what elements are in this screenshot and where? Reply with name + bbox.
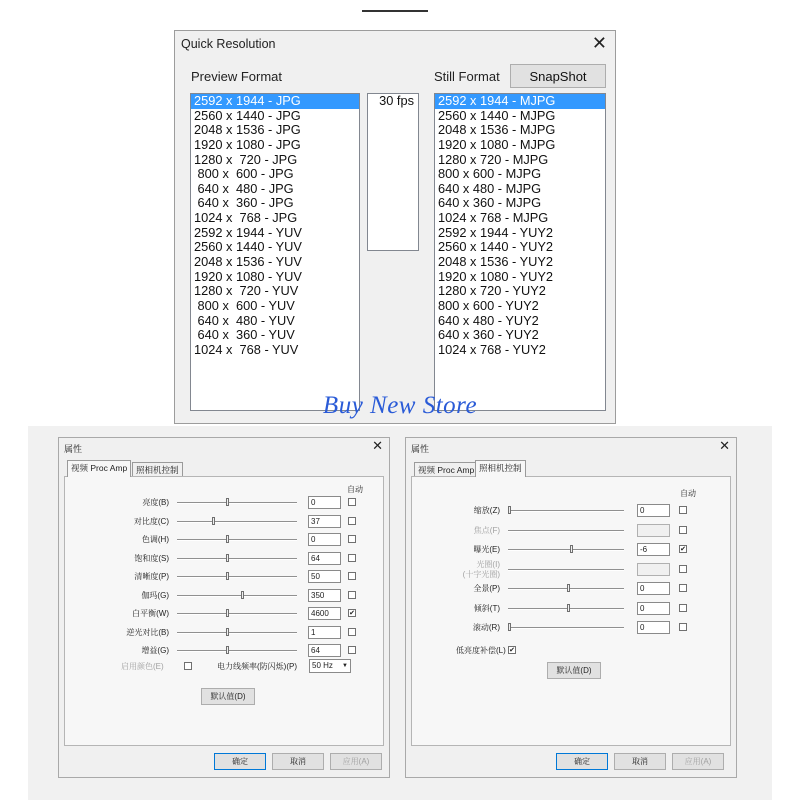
preview-format-item[interactable]: 2048 x 1536 - JPG [194, 122, 301, 138]
preview-format-item[interactable]: 2592 x 1944 - JPG [191, 94, 359, 109]
fps-list[interactable] [367, 93, 419, 251]
setting-label: 对比度(C) [133, 516, 169, 526]
still-format-item[interactable]: 2592 x 1944 - YUY2 [438, 224, 554, 240]
setting-label: 伽玛(G) [141, 590, 169, 600]
still-format-item[interactable]: 2592 x 1944 - MJPG [435, 94, 605, 109]
camera-control-dialog [405, 437, 737, 778]
value-field[interactable]: 64 [308, 552, 341, 565]
slider-thumb[interactable] [226, 646, 229, 654]
auto-checkbox[interactable] [679, 604, 687, 612]
still-format-item[interactable]: 2048 x 1536 - YUY2 [438, 254, 554, 270]
auto-checkbox[interactable] [348, 554, 356, 562]
value-field[interactable]: 0 [637, 621, 670, 634]
powerline-value: 50 Hz [312, 661, 333, 670]
slider-track[interactable] [508, 569, 624, 571]
still-format-item[interactable]: 2560 x 1440 - MJPG [438, 107, 556, 123]
setting-label: 曝光(E) [473, 545, 500, 554]
setting-label: 清晰度(P) [134, 572, 169, 581]
preview-format-label: Preview Format [191, 69, 283, 84]
color-enable-checkbox[interactable] [184, 662, 192, 670]
auto-checkbox[interactable] [348, 535, 356, 543]
still-format-item[interactable]: 800 x 600 - MJPG [438, 166, 542, 182]
still-format-item[interactable]: 1920 x 1080 - YUY2 [438, 268, 554, 284]
ok-button[interactable]: 确定 [214, 753, 266, 770]
preview-format-item[interactable]: 2592 x 1944 - YUV [194, 224, 302, 240]
preview-format-item[interactable]: 640 x 480 - JPG [194, 180, 294, 196]
auto-checkbox[interactable] [348, 591, 356, 599]
tab-proc-amp[interactable]: 视频 Proc Amp [67, 460, 131, 477]
value-field[interactable]: 4600 [308, 607, 341, 620]
auto-header: 自动 [347, 485, 363, 494]
cancel-button[interactable]: 取消 [272, 753, 324, 770]
auto-checkbox[interactable] [348, 517, 356, 525]
still-format-item[interactable]: 1920 x 1080 - MJPG [438, 136, 556, 152]
slider-thumb[interactable] [508, 506, 511, 514]
still-format-item[interactable]: 640 x 480 - MJPG [438, 180, 542, 196]
tab-panel [64, 476, 384, 746]
top-divider [362, 10, 428, 12]
close-icon[interactable]: ✕ [591, 33, 607, 53]
slider-thumb[interactable] [226, 628, 229, 636]
preview-format-item[interactable]: 2560 x 1440 - JPG [194, 107, 301, 123]
setting-label: 滚动(R) [472, 623, 500, 632]
tab-panel [411, 476, 731, 746]
setting-label: 增益(G) [141, 646, 169, 655]
slider-thumb[interactable] [226, 535, 229, 543]
auto-checkbox[interactable] [679, 584, 687, 592]
slider-track[interactable] [508, 549, 624, 551]
value-field[interactable]: 1 [308, 626, 341, 639]
slider-thumb[interactable] [570, 545, 573, 553]
preview-format-item[interactable]: 1280 x 720 - JPG [194, 151, 298, 167]
auto-header: 自动 [680, 489, 696, 498]
tab-camera-control[interactable]: 照相机控制 [132, 462, 183, 476]
auto-checkbox[interactable] [348, 498, 356, 506]
value-field[interactable]: 0 [308, 533, 341, 546]
chevron-down-icon: ▼ [342, 663, 348, 669]
preview-format-item[interactable]: 800 x 600 - JPG [194, 166, 294, 182]
value-field[interactable]: 37 [308, 515, 341, 528]
value-field[interactable]: 0 [637, 602, 670, 615]
value-field[interactable]: 0 [637, 504, 670, 517]
slider-thumb[interactable] [226, 498, 229, 506]
preview-format-item[interactable]: 2560 x 1440 - YUV [194, 239, 302, 255]
tab-proc-amp[interactable]: 视频 Proc Amp [414, 462, 478, 476]
powerline-select[interactable] [309, 659, 351, 673]
slider-track[interactable] [177, 595, 297, 597]
watermark: Buy New Store [322, 392, 478, 419]
value-field[interactable]: 0 [637, 582, 670, 595]
setting-label: 色调(H) [141, 535, 169, 544]
still-format-list[interactable] [434, 93, 606, 411]
auto-checkbox [679, 565, 687, 573]
still-format-item[interactable]: 800 x 600 - YUY2 [438, 297, 539, 313]
slider-track[interactable] [177, 613, 297, 615]
setting-label: 缩放(Z) [473, 506, 500, 515]
snapshot-button[interactable]: SnapShot [510, 64, 606, 88]
close-icon[interactable]: ✕ [372, 438, 383, 453]
slider-thumb[interactable] [226, 572, 229, 580]
preview-format-item[interactable]: 1024 x 768 - YUV [194, 341, 299, 357]
default-button[interactable]: 默认值(D) [547, 662, 601, 679]
color-enable-label: 启用颜色(E) [121, 662, 164, 671]
still-format-item[interactable]: 2048 x 1536 - MJPG [438, 122, 556, 138]
auto-checkbox[interactable] [348, 646, 356, 654]
setting-label: 光圈(I) [476, 559, 500, 569]
preview-format-item[interactable]: 1920 x 1080 - YUV [194, 268, 302, 284]
setting-label: 焦点(F) [473, 525, 500, 535]
quick-resolution-window [174, 30, 616, 424]
slider-thumb[interactable] [226, 554, 229, 562]
slider-thumb[interactable] [226, 609, 229, 617]
preview-format-item[interactable]: 1024 x 768 - JPG [194, 210, 298, 226]
auto-checkbox[interactable] [348, 609, 356, 617]
setting-label: 逆光对比(B) [126, 627, 169, 637]
value-field[interactable]: 0 [308, 496, 341, 509]
slider-thumb[interactable] [241, 591, 244, 599]
slider-track[interactable] [177, 521, 297, 523]
slider-track[interactable] [177, 650, 297, 652]
close-icon[interactable]: ✕ [719, 438, 730, 453]
setting-label: 全景(P) [473, 584, 500, 593]
proc-amp-dialog [58, 437, 390, 778]
value-field [637, 524, 670, 537]
slider-thumb[interactable] [567, 584, 570, 592]
preview-format-item[interactable]: 2048 x 1536 - YUV [194, 254, 302, 270]
slider-track[interactable] [508, 530, 624, 532]
fps-item[interactable]: 30 fps [379, 93, 414, 108]
preview-format-list[interactable] [190, 93, 360, 411]
tab-camera-control[interactable]: 照相机控制 [475, 460, 526, 477]
cancel-button[interactable]: 取消 [614, 753, 666, 770]
powerline-label: 电力线频率(防闪烁)(P) [217, 662, 297, 671]
slider-thumb[interactable] [508, 623, 511, 631]
setting-label: 白平衡(W) [132, 609, 169, 618]
ok-button[interactable]: 确定 [556, 753, 608, 770]
auto-checkbox[interactable] [348, 628, 356, 636]
value-field[interactable]: 350 [308, 589, 341, 602]
auto-checkbox [679, 526, 687, 534]
apply-button[interactable]: 应用(A) [672, 753, 724, 770]
slider-track[interactable] [508, 510, 624, 512]
setting-label: 倾斜(T) [473, 603, 500, 613]
slider-track[interactable] [177, 502, 297, 504]
slider-track[interactable] [508, 627, 624, 629]
still-format-item[interactable]: 1280 x 720 - MJPG [438, 151, 549, 167]
auto-checkbox[interactable] [348, 572, 356, 580]
low-light-checkbox[interactable] [508, 646, 516, 654]
still-format-item[interactable]: 2560 x 1440 - YUY2 [438, 239, 554, 255]
auto-checkbox[interactable] [679, 506, 687, 514]
value-field[interactable]: 64 [308, 644, 341, 657]
auto-checkbox[interactable] [679, 623, 687, 631]
slider-thumb[interactable] [567, 604, 570, 612]
value-field[interactable]: 50 [308, 570, 341, 583]
slider-track[interactable] [177, 632, 297, 634]
dialog-title: 属性 [64, 444, 83, 454]
still-format-label: Still Format [434, 69, 500, 84]
preview-format-item[interactable]: 640 x 360 - JPG [194, 195, 294, 211]
slider-track[interactable] [177, 539, 297, 541]
slider-track[interactable] [177, 576, 297, 578]
still-format-item[interactable]: 640 x 480 - YUY2 [438, 312, 539, 328]
slider-thumb[interactable] [212, 517, 215, 525]
apply-button[interactable]: 应用(A) [330, 753, 382, 770]
still-format-item[interactable]: 1280 x 720 - YUY2 [438, 283, 546, 299]
default-button[interactable]: 默认值(D) [201, 688, 255, 705]
window-title: Quick Resolution [181, 37, 276, 51]
setting-label: 亮度(B) [142, 498, 169, 507]
slider-track[interactable] [177, 558, 297, 560]
preview-format-item[interactable]: 1920 x 1080 - JPG [194, 136, 301, 152]
still-format-item[interactable]: 1024 x 768 - MJPG [438, 210, 549, 226]
preview-format-item[interactable]: 640 x 360 - YUV [194, 327, 295, 343]
setting-sublabel: (十字光圈) [462, 569, 500, 579]
value-field [637, 563, 670, 576]
still-format-item[interactable]: 1024 x 768 - YUY2 [438, 341, 546, 357]
dialog-title: 属性 [411, 444, 430, 454]
preview-format-item[interactable]: 640 x 480 - YUV [194, 312, 295, 328]
value-field[interactable]: -6 [637, 543, 670, 556]
still-format-item[interactable]: 640 x 360 - YUY2 [438, 327, 539, 343]
auto-checkbox[interactable] [679, 545, 687, 553]
preview-format-item[interactable]: 800 x 600 - YUV [194, 297, 295, 313]
preview-format-item[interactable]: 1280 x 720 - YUV [194, 283, 299, 299]
still-format-item[interactable]: 640 x 360 - MJPG [438, 195, 542, 211]
setting-label: 饱和度(S) [134, 553, 169, 563]
low-light-label: 低亮度补偿(L) [456, 646, 506, 655]
